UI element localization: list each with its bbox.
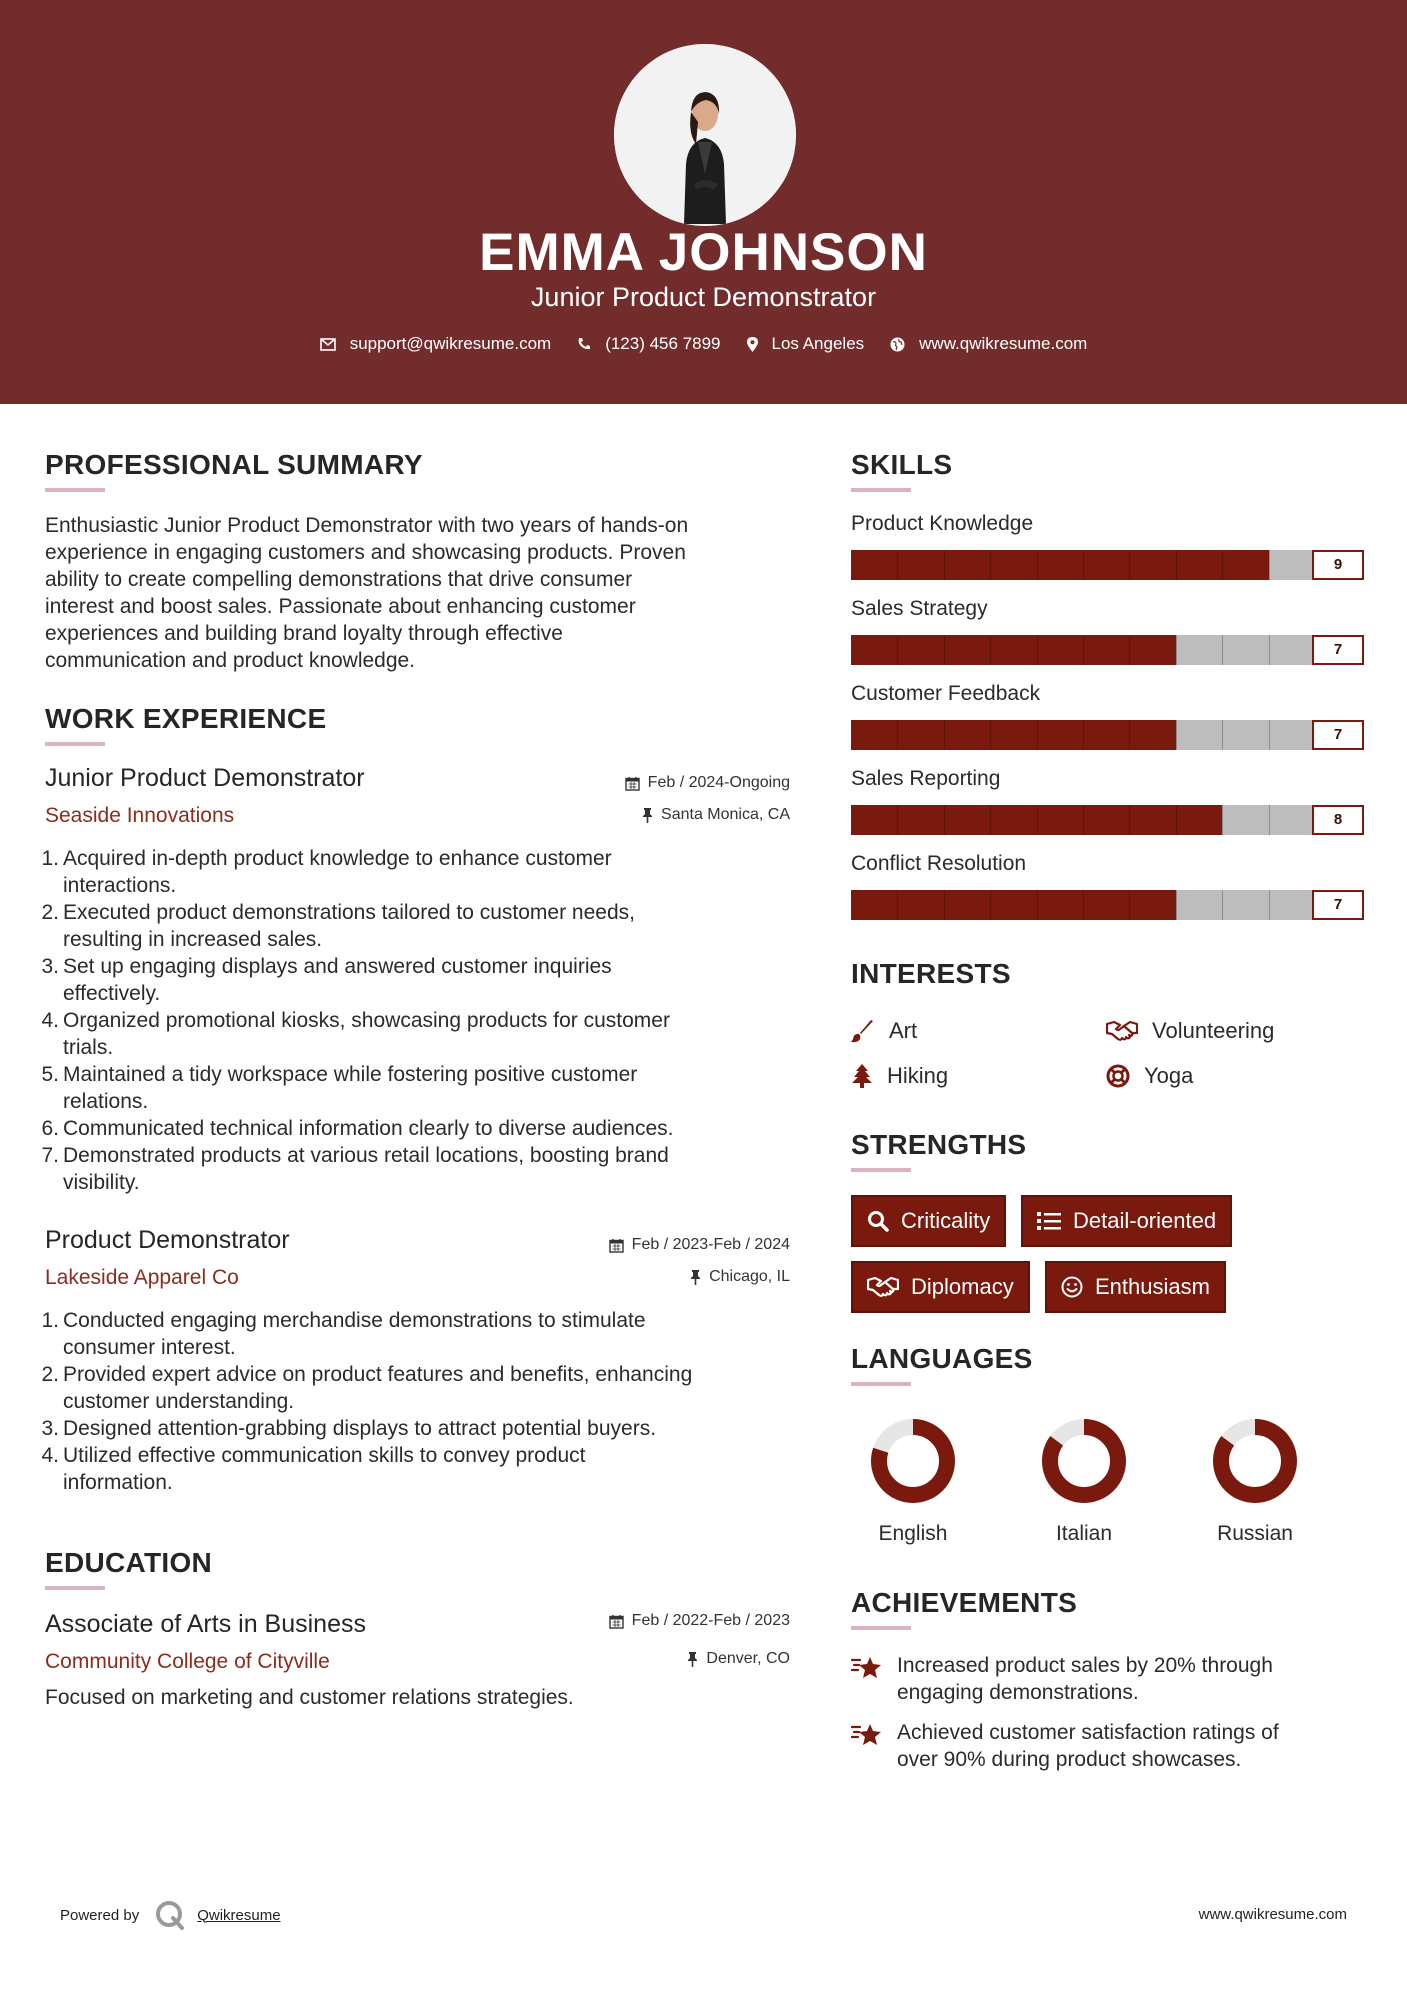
skill-bar: [851, 890, 1315, 920]
list-item: 7. Demonstrated products at various retail locations, boosting brand visibility.: [41, 1144, 669, 1194]
skill-name: Sales Strategy: [851, 597, 988, 620]
phone-text: (123) 456 7899: [605, 334, 721, 353]
skill-name: Conflict Resolution: [851, 852, 1027, 875]
strength-enthusiasm: [1045, 1261, 1226, 1313]
job-title: Product Demonstrator: [45, 1226, 290, 1254]
skill-bar-divider: [1129, 550, 1130, 580]
strength-label: Detail-oriented: [1073, 1208, 1217, 1233]
company-name: Lakeside Apparel Co: [45, 1266, 239, 1289]
skill-bar-divider: [1037, 890, 1038, 920]
skill-bar-divider: [1222, 890, 1223, 920]
contact-location: [747, 334, 865, 354]
experience-underline: [45, 742, 105, 746]
footer-powered-by: [60, 1898, 281, 1932]
language-label: English: [878, 1522, 948, 1545]
education-location: [540, 1650, 790, 1668]
summary-line: interest and boost sales. Passionate about enhancing customer: [45, 595, 636, 618]
qwikresume-link[interactable]: Qwikresume: [197, 1906, 281, 1924]
list-item: 6. Communicated technical information clearly to diverse audiences.: [41, 1117, 674, 1140]
star-trophy-icon: [851, 1721, 883, 1747]
strength-label: Diplomacy: [911, 1274, 1014, 1299]
job-location-text: Chicago, IL: [709, 1268, 790, 1285]
language-donut: [1212, 1418, 1298, 1504]
skill-bar-divider: [944, 805, 945, 835]
strength-label: Enthusiasm: [1095, 1274, 1210, 1299]
skill-name: Customer Feedback: [851, 682, 1041, 705]
language-donut: [1041, 1418, 1127, 1504]
summary-line: experience in engaging customers and showcasing products. Proven: [45, 541, 686, 564]
achievement-item: [851, 1719, 1351, 1773]
skill-bar: [851, 550, 1315, 580]
interests-heading: INTERESTS: [851, 958, 1011, 989]
degree-title: Associate of Arts in Business: [45, 1610, 366, 1638]
summary-line: Enthusiastic Junior Product Demonstrator with two years of hands-on: [45, 514, 689, 537]
skill-bar-divider: [1176, 635, 1177, 665]
skill-score: 9: [1312, 550, 1364, 580]
skill-bar-divider: [990, 635, 991, 665]
achievement-line: engaging demonstrations.: [897, 1681, 1139, 1704]
calendar-icon: [625, 776, 640, 791]
location-text: Los Angeles: [771, 334, 865, 353]
pushpin-icon: [642, 808, 653, 823]
email-text: support@qwikresume.com: [349, 334, 552, 353]
handshake-icon: [1106, 1020, 1138, 1042]
skill-bar-divider: [1269, 890, 1270, 920]
skill-bar-fill: [851, 550, 1269, 580]
skill-bar-divider: [1269, 635, 1270, 665]
search-icon: [867, 1210, 889, 1232]
skill-bar-divider: [990, 890, 991, 920]
skill-bar-fill: [851, 890, 1176, 920]
interest-label: Art: [889, 1018, 918, 1043]
language-label: Russian: [1217, 1522, 1293, 1545]
skill-bar-divider: [1222, 550, 1223, 580]
strengths-heading: STRENGTHS: [851, 1129, 1027, 1160]
achievement-line: over 90% during product showcases.: [897, 1748, 1242, 1771]
list-item: 2. Provided expert advice on product features and benefits, enhancing customer understanding.: [41, 1363, 693, 1413]
job-location-text: Santa Monica, CA: [661, 806, 790, 823]
strength-label: Criticality: [901, 1208, 991, 1233]
skill-score: 7: [1312, 890, 1364, 920]
skill-bar-divider: [944, 720, 945, 750]
skill-bar-divider: [1176, 720, 1177, 750]
interest-art: [851, 1018, 917, 1044]
skill-bar-divider: [1037, 720, 1038, 750]
job-dates-text: Feb / 2024-Ongoing: [647, 774, 790, 791]
interest-label: Volunteering: [1152, 1018, 1275, 1043]
languages-underline: [851, 1382, 911, 1386]
job-bullets: [41, 845, 805, 1196]
strength-diplomacy: [851, 1261, 1030, 1313]
job-title: Junior Product Demonstrator: [45, 764, 365, 792]
interest-label: Hiking: [887, 1063, 949, 1088]
achievement-line: Achieved customer satisfaction ratings of: [897, 1721, 1279, 1744]
website-text: www.qwikresume.com: [919, 334, 1088, 353]
footer-website[interactable]: www.qwikresume.com: [1198, 1906, 1347, 1923]
skill-bar-divider: [1176, 805, 1177, 835]
skill-bar-divider: [1083, 805, 1084, 835]
strength-criticality: [851, 1195, 1006, 1247]
pushpin-icon: [687, 1652, 698, 1667]
calendar-icon: [609, 1614, 624, 1629]
skill-bar-divider: [1037, 805, 1038, 835]
skill-bar-divider: [990, 805, 991, 835]
skill-score: 7: [1312, 635, 1364, 665]
handshake-icon: [867, 1276, 899, 1298]
skill-bar-divider: [1083, 890, 1084, 920]
skill-bar-divider: [1269, 805, 1270, 835]
school-name: Community College of Cityville: [45, 1650, 330, 1673]
skill-bar-divider: [1269, 720, 1270, 750]
skill-bar-fill: [851, 635, 1176, 665]
summary-heading: PROFESSIONAL SUMMARY: [45, 449, 423, 480]
skill-bar-divider: [944, 635, 945, 665]
skill-bar-divider: [1176, 550, 1177, 580]
list-item: 2. Executed product demonstrations tailored to customer needs, resulting in increased sales.: [41, 901, 635, 951]
contact-email[interactable]: [320, 334, 552, 354]
list-item: 4. Organized promotional kiosks, showcasing products for customer trials.: [41, 1009, 670, 1059]
summary-line: ability to create compelling demonstrations that drive consumer: [45, 568, 633, 591]
skill-bar-divider: [990, 550, 991, 580]
skill-bar-divider: [990, 720, 991, 750]
strength-detail-oriented: [1021, 1195, 1232, 1247]
education-location-text: Denver, CO: [706, 1650, 790, 1667]
interest-label: Yoga: [1144, 1063, 1194, 1088]
skill-bar-fill: [851, 720, 1176, 750]
job-location: [540, 1268, 790, 1286]
envelope-icon: [320, 338, 336, 351]
achievements-underline: [851, 1626, 911, 1630]
skill-bar-divider: [1037, 550, 1038, 580]
pushpin-icon: [690, 1270, 701, 1285]
list-item: 1. Acquired in-depth product knowledge to enhance customer interactions.: [41, 847, 612, 897]
skill-bar-divider: [1222, 635, 1223, 665]
education-heading: EDUCATION: [45, 1547, 213, 1578]
interest-yoga: [1106, 1063, 1193, 1089]
skill-bar-divider: [1222, 720, 1223, 750]
person-silhouette-icon: [614, 44, 796, 226]
globe-icon: [890, 337, 905, 352]
skill-bar-divider: [897, 720, 898, 750]
achievements-heading: ACHIEVEMENTS: [851, 1587, 1078, 1618]
education-underline: [45, 1586, 105, 1590]
skill-bar-divider: [897, 550, 898, 580]
skill-bar-divider: [1129, 890, 1130, 920]
skill-bar: [851, 635, 1315, 665]
list-icon: [1037, 1211, 1061, 1231]
lifebuoy-icon: [1106, 1064, 1130, 1088]
summary-line: communication and product knowledge.: [45, 649, 416, 672]
list-item: 1. Conducted engaging merchandise demonstrations to stimulate consumer interest.: [41, 1309, 646, 1359]
skill-score: 7: [1312, 720, 1364, 750]
summary-underline: [45, 488, 105, 492]
skill-bar-divider: [1222, 805, 1223, 835]
profile-photo: [614, 44, 796, 226]
paintbrush-icon: [851, 1019, 875, 1043]
job-dates-text: Feb / 2023-Feb / 2024: [631, 1236, 790, 1253]
skill-bar: [851, 805, 1315, 835]
skill-bar-divider: [944, 550, 945, 580]
header-banner: [0, 0, 1407, 404]
list-item: 3. Designed attention-grabbing displays to attract potential buyers.: [41, 1417, 657, 1440]
achievement-line: Increased product sales by 20% through: [897, 1654, 1273, 1677]
skill-bar-divider: [1083, 550, 1084, 580]
achievement-item: [851, 1652, 1351, 1706]
summary-text: [45, 512, 805, 674]
contact-phone[interactable]: [577, 334, 720, 354]
skill-bar: [851, 720, 1315, 750]
map-pin-icon: [747, 337, 758, 352]
summary-line: experiences and building brand loyalty through effective: [45, 622, 563, 645]
job-bullets: [41, 1307, 805, 1496]
language-label: Italian: [1055, 1522, 1113, 1545]
skill-bar-divider: [897, 805, 898, 835]
skill-name: Product Knowledge: [851, 512, 1034, 535]
smile-icon: [1061, 1276, 1083, 1298]
calendar-icon: [609, 1238, 624, 1253]
company-name: Seaside Innovations: [45, 804, 235, 827]
education-dates-text: Feb / 2022-Feb / 2023: [631, 1612, 790, 1629]
experience-heading: WORK EXPERIENCE: [45, 703, 327, 734]
education-description: Focused on marketing and customer relations strategies.: [45, 1686, 574, 1709]
contact-website[interactable]: [890, 334, 1087, 354]
education-dates: [540, 1612, 790, 1630]
qwikresume-logo-icon: [153, 1898, 187, 1932]
phone-icon: [577, 337, 591, 351]
skill-name: Sales Reporting: [851, 767, 1001, 790]
skill-bar-divider: [1037, 635, 1038, 665]
interest-hiking: [851, 1063, 948, 1089]
languages-heading: LANGUAGES: [851, 1343, 1033, 1374]
skill-bar-divider: [944, 890, 945, 920]
job-dates: [540, 774, 790, 792]
list-item: 4. Utilized effective communication skills to convey product information.: [41, 1444, 586, 1494]
list-item: 3. Set up engaging displays and answered customer inquiries effectively.: [41, 955, 612, 1005]
skill-bar-divider: [1083, 720, 1084, 750]
skill-bar-divider: [1083, 635, 1084, 665]
job-location: [540, 806, 790, 824]
skills-underline: [851, 488, 911, 492]
skill-bar-divider: [1129, 720, 1130, 750]
language-donut: [870, 1418, 956, 1504]
tree-icon: [851, 1064, 873, 1088]
skill-bar-divider: [1129, 635, 1130, 665]
skill-bar-divider: [897, 890, 898, 920]
interest-volunteering: [1106, 1018, 1274, 1044]
star-trophy-icon: [851, 1654, 883, 1680]
skill-score: 8: [1312, 805, 1364, 835]
powered-by-text: Powered by: [60, 1906, 140, 1924]
list-item: 5. Maintained a tidy workspace while fostering positive customer relations.: [41, 1063, 638, 1113]
skills-heading: SKILLS: [851, 449, 953, 480]
strengths-underline: [851, 1168, 911, 1172]
job-dates: [540, 1236, 790, 1254]
skill-bar-divider: [897, 635, 898, 665]
skill-bar-divider: [1129, 805, 1130, 835]
skill-bar-divider: [1269, 550, 1270, 580]
skill-bar-divider: [1176, 890, 1177, 920]
candidate-title: Junior Product Demonstrator: [530, 282, 877, 312]
candidate-name: EMMA JOHNSON: [479, 223, 928, 282]
contact-row: [0, 334, 1407, 354]
